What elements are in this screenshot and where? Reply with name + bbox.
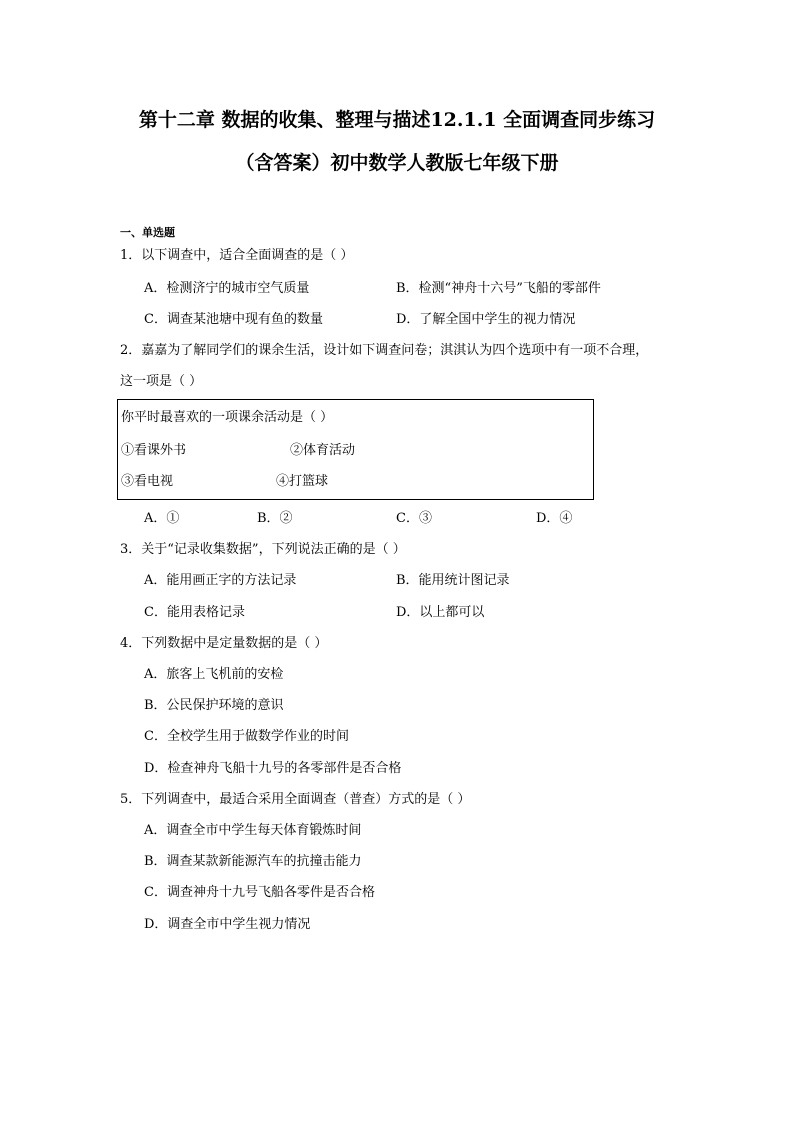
question-1-option-d: D．了解全国中学生的视力情况 xyxy=(396,312,576,327)
survey-item-1: ①看课外书 xyxy=(121,443,187,458)
survey-item-4: ④打篮球 xyxy=(276,474,329,489)
page-title-line-2: （含答案）初中数学人教版七年级下册 xyxy=(235,152,559,174)
question-4-option-a: A．旅客上飞机前的安检 xyxy=(144,667,284,682)
question-2-stem-line-1: 2．嘉嘉为了解同学们的课余生活，设计如下调查问卷；淇淇认为四个选项中有一项不合理， xyxy=(120,343,649,358)
question-4-option-b: B．公民保护环境的意识 xyxy=(144,698,284,713)
question-5-option-b: B．调查某款新能源汽车的抗撞击能力 xyxy=(144,854,362,869)
question-1-option-b: B．检测“神舟十六号”飞船的零部件 xyxy=(396,281,601,296)
question-4-option-d: D．检查神舟飞船十九号的各零部件是否合格 xyxy=(144,761,402,776)
question-5-stem: 5．下列调查中，最适合采用全面调查（普查）方式的是（ ） xyxy=(120,792,471,807)
question-3-stem: 3．关于“记录收集数据”，下列说法正确的是（ ） xyxy=(120,542,406,557)
question-2-option-c: C．③ xyxy=(396,511,432,526)
survey-item-2: ②体育活动 xyxy=(290,443,356,458)
question-2-option-d: D．④ xyxy=(536,511,573,526)
question-4-option-c: C．全校学生用于做数学作业的时间 xyxy=(144,729,349,744)
question-2-stem-line-2: 这一项是（ ） xyxy=(120,374,203,389)
question-1-option-a: A．检测济宁的城市空气质量 xyxy=(144,281,310,296)
survey-question: 你平时最喜欢的一项课余活动是（ ） xyxy=(121,410,334,425)
question-3-option-a: A．能用画正字的方法记录 xyxy=(144,573,297,588)
question-2-option-a: A．① xyxy=(144,511,180,526)
survey-item-3: ③看电视 xyxy=(121,474,174,489)
question-1-option-c: C．调查某池塘中现有鱼的数量 xyxy=(144,312,323,327)
question-1-stem: 1．以下调查中，适合全面调查的是（ ） xyxy=(120,248,354,263)
question-5-option-a: A．调查全市中学生每天体育锻炼时间 xyxy=(144,823,362,838)
question-5-option-c: C．调查神舟十九号飞船各零件是否合格 xyxy=(144,885,375,900)
question-3-option-c: C．能用表格记录 xyxy=(144,605,245,620)
question-3-option-d: D．以上都可以 xyxy=(396,605,485,620)
page-title-line-1: 第十二章 数据的收集、整理与描述12.1.1 全面调查同步练习 xyxy=(138,109,656,131)
section-heading: 一、单选题 xyxy=(120,226,175,239)
question-2-option-b: B．② xyxy=(257,511,293,526)
question-4-stem: 4．下列数据中是定量数据的是（ ） xyxy=(120,636,328,651)
question-5-option-d: D．调查全市中学生视力情况 xyxy=(144,917,311,932)
question-3-option-b: B．能用统计图记录 xyxy=(396,573,510,588)
